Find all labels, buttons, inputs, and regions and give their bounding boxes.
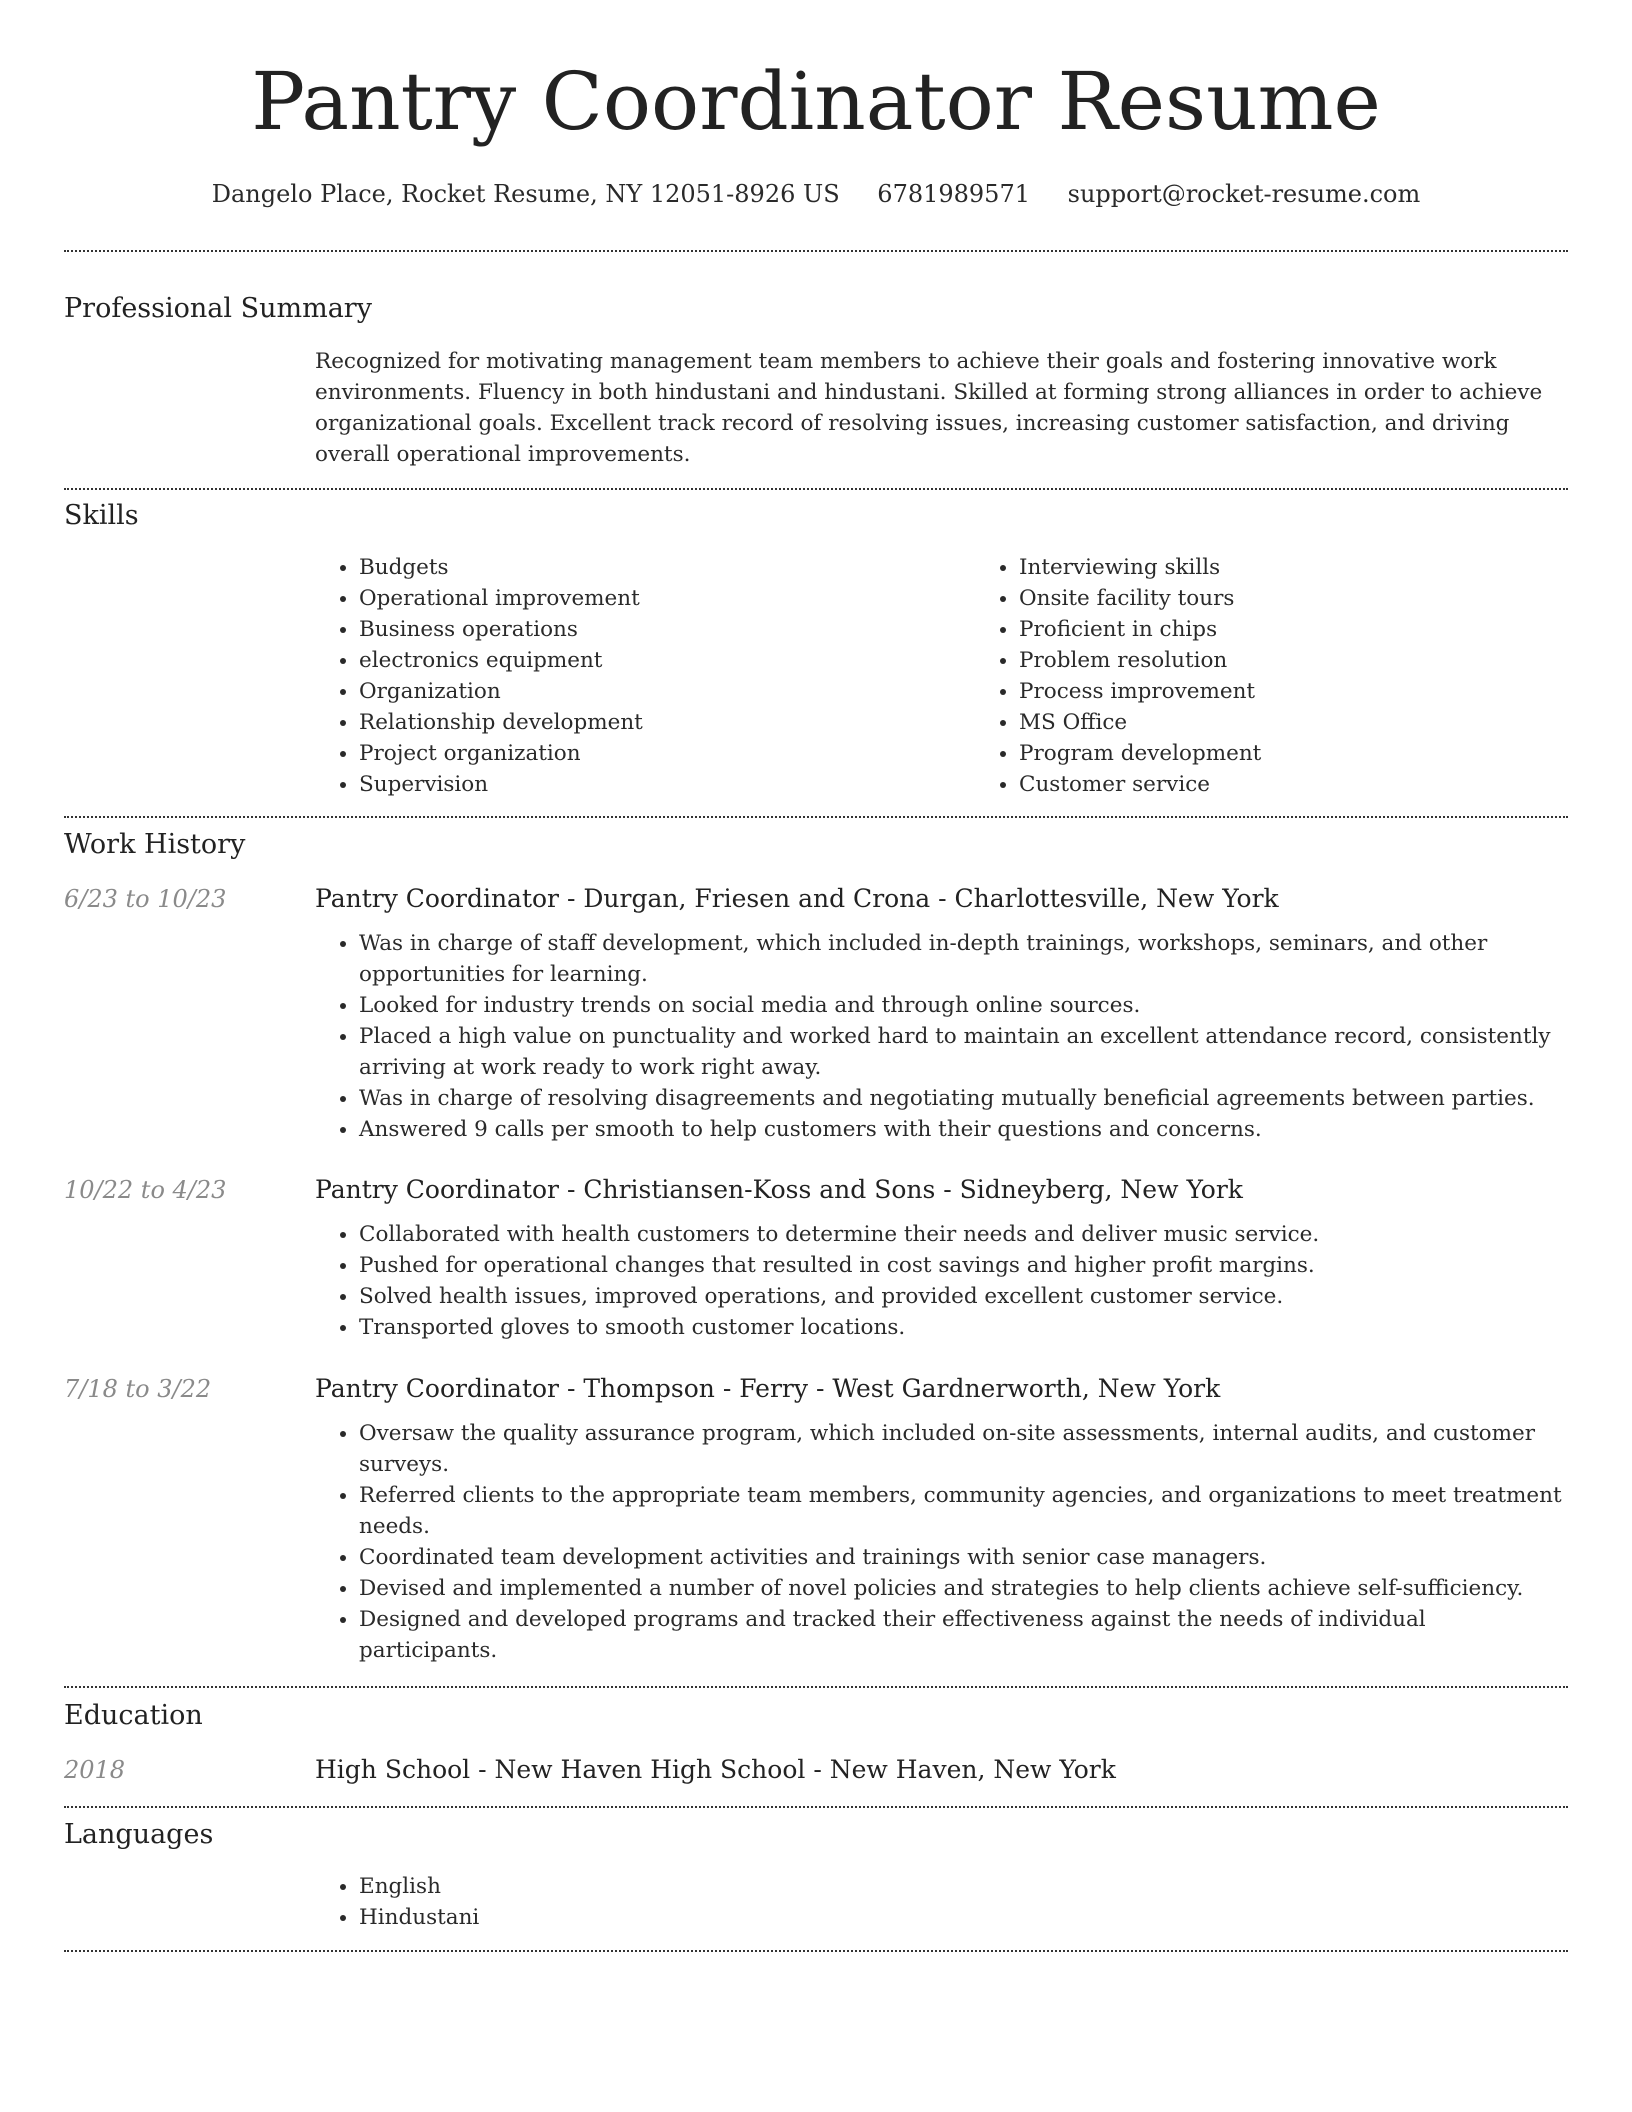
skill-item: • electronics equipment xyxy=(359,645,975,676)
job-title: Pantry Coordinator - Durgan, Friesen and Crona - Charlottesville, New York xyxy=(315,884,1279,913)
job-bullet: • Referred clients to the appropriate team members, community agencies, and organizations to meet treatment needs. xyxy=(359,1480,1568,1542)
section-title-summary: Professional Summary xyxy=(64,293,372,324)
job-bullet: • Solved health issues, improved operations, and provided excellent customer service. xyxy=(359,1281,1568,1312)
contact-phone: 6781989571 xyxy=(877,180,1030,208)
skill-item: • Budgets xyxy=(359,552,975,583)
language-item: • Hindustani xyxy=(359,1902,1568,1933)
job-bullets xyxy=(315,928,1568,1145)
skill-item: • Organization xyxy=(359,676,975,707)
job-bullets xyxy=(315,1418,1568,1666)
job-bullet: • Devised and implemented a number of novel policies and strategies to help clients achieve self-sufficiency. xyxy=(359,1573,1568,1604)
skill-item: • Supervision xyxy=(359,769,975,800)
language-item: • English xyxy=(359,1871,1568,1902)
skill-item: • Operational improvement xyxy=(359,583,975,614)
skill-item: • Program development xyxy=(1019,738,1632,769)
job-title: Pantry Coordinator - Thompson - Ferry - West Gardnerworth, New York xyxy=(315,1374,1221,1403)
job-bullet: • Coordinated team development activities and trainings with senior case managers. xyxy=(359,1542,1568,1573)
skill-item: • Project organization xyxy=(359,738,975,769)
skill-item: • Interviewing skills xyxy=(1019,552,1632,583)
resume-title: Pantry Coordinator Resume xyxy=(251,55,1381,148)
section-title-education: Education xyxy=(64,1700,203,1731)
section-title-skills: Skills xyxy=(64,500,139,531)
job-bullet: • Was in charge of staff development, which included in-depth trainings, workshops, seminars, and other opportunities for learning. xyxy=(359,928,1568,990)
education-title: High School - New Haven High School - New Haven, New York xyxy=(315,1755,1116,1784)
summary-section xyxy=(64,252,1568,470)
job-entry xyxy=(64,883,1568,1145)
summary-text: Recognized for motivating management team members to achieve their goals and fostering innovative work environments. Fluency in both hindustani and hindustani. Skilled at forming strong alliances in order to achieve organizational goals. Excellent track record of resolving issues, increasing customer satisfaction, and driving overall operational improvements. xyxy=(315,349,1543,467)
skills-section xyxy=(64,490,1568,800)
job-bullet: • Was in charge of resolving disagreements and negotiating mutually beneficial agreements between parties. xyxy=(359,1083,1568,1114)
contact-address: Dangelo Place, Rocket Resume, NY 12051-8926 US xyxy=(211,180,840,208)
skill-item: • Relationship development xyxy=(359,707,975,738)
job-title: Pantry Coordinator - Christiansen-Koss and Sons - Sidneyberg, New York xyxy=(315,1175,1243,1204)
education-entry xyxy=(64,1754,1568,1786)
job-bullet: • Answered 9 calls per smooth to help customers with their questions and concerns. xyxy=(359,1114,1568,1145)
job-dates: 10/22 to 4/23 xyxy=(64,1176,227,1204)
languages-section xyxy=(64,1808,1568,1933)
skill-item: • Business operations xyxy=(359,614,975,645)
job-bullets xyxy=(315,1219,1568,1343)
skill-item: • Process improvement xyxy=(1019,676,1632,707)
education-year: 2018 xyxy=(64,1756,126,1784)
job-dates: 7/18 to 3/22 xyxy=(64,1375,212,1403)
skills-list-left xyxy=(315,552,975,800)
job-bullet: • Collaborated with health customers to determine their needs and deliver music service. xyxy=(359,1219,1568,1250)
section-title-languages: Languages xyxy=(64,1819,214,1850)
job-bullet: • Looked for industry trends on social media and through online sources. xyxy=(359,990,1568,1021)
section-title-work-history: Work History xyxy=(64,829,246,860)
job-bullet: • Pushed for operational changes that resulted in cost savings and higher profit margins. xyxy=(359,1250,1568,1281)
skill-item: • Customer service xyxy=(1019,769,1632,800)
job-entry xyxy=(64,1373,1568,1666)
job-bullet: • Placed a high value on punctuality and worked hard to maintain an excellent attendance record, consistently arriving at work ready to work right away. xyxy=(359,1021,1568,1083)
divider xyxy=(64,1950,1568,1952)
job-bullet: • Designed and developed programs and tracked their effectiveness against the needs of individual participants. xyxy=(359,1604,1568,1666)
skill-item: • Onsite facility tours xyxy=(1019,583,1632,614)
skills-list-right xyxy=(975,552,1632,800)
education-section xyxy=(64,1688,1568,1786)
contact-email: support@rocket-resume.com xyxy=(1067,180,1421,208)
contact-line xyxy=(64,178,1568,210)
job-entry xyxy=(64,1174,1568,1343)
skill-item: • MS Office xyxy=(1019,707,1632,738)
job-bullet: • Oversaw the quality assurance program, which included on-site assessments, internal audits, and customer surveys. xyxy=(359,1418,1568,1480)
job-dates: 6/23 to 10/23 xyxy=(64,885,227,913)
job-bullet: • Transported gloves to smooth customer locations. xyxy=(359,1312,1568,1343)
work-history-section xyxy=(64,818,1568,1666)
languages-list xyxy=(315,1871,1568,1933)
skill-item: • Problem resolution xyxy=(1019,645,1632,676)
skill-item: • Proficient in chips xyxy=(1019,614,1632,645)
